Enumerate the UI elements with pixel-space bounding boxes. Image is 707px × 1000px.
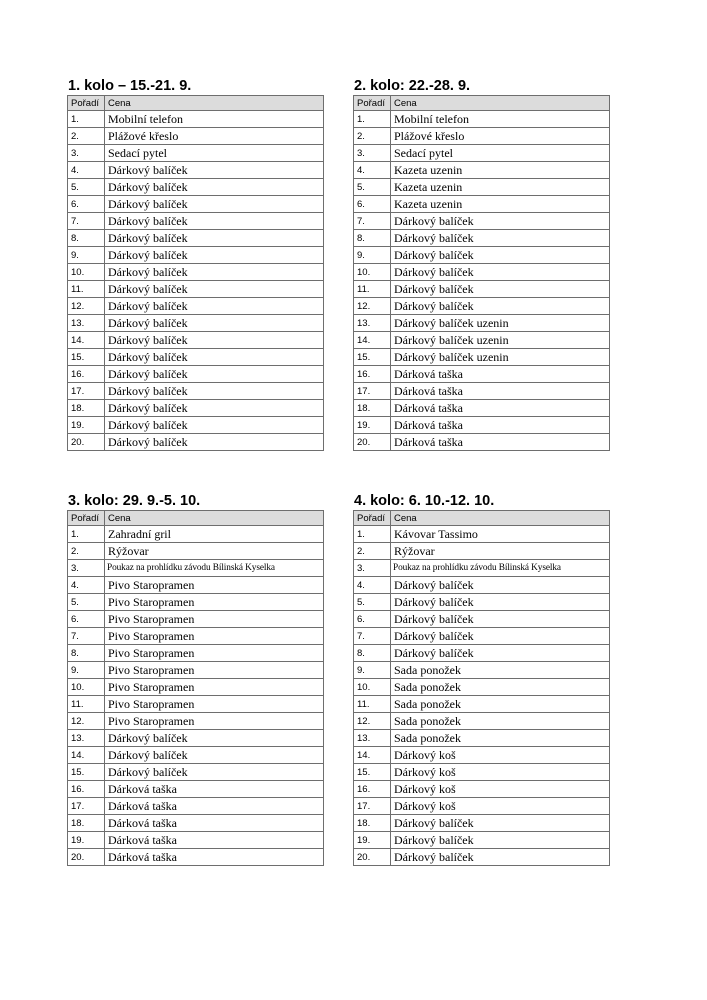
table-row <box>354 747 610 764</box>
prize-cell: Rýžovar <box>391 543 610 560</box>
table-row <box>354 264 610 281</box>
table-row <box>68 128 324 145</box>
prize-cell: Dárkový balíček <box>105 434 324 451</box>
table-row <box>68 679 324 696</box>
prize-cell: Kazeta uzenin <box>391 179 610 196</box>
rank-cell: 6. <box>68 611 105 628</box>
round-2-title: 2. kolo: 22.-28. 9. <box>354 78 471 94</box>
round-3-prize-table <box>67 510 324 866</box>
rank-cell: 1. <box>68 111 105 128</box>
rank-cell: 15. <box>354 349 391 366</box>
table-row <box>68 798 324 815</box>
rank-cell: 11. <box>68 696 105 713</box>
table-row <box>68 400 324 417</box>
round-3-title: 3. kolo: 29. 9.-5. 10. <box>68 493 201 509</box>
prize-cell: Dárkový balíček <box>105 298 324 315</box>
table-row <box>354 594 610 611</box>
prize-cell: Pivo Staropramen <box>105 645 324 662</box>
rank-cell: 3. <box>68 560 105 577</box>
table-row <box>68 298 324 315</box>
rank-cell: 7. <box>354 628 391 645</box>
prize-cell: Poukaz na prohlídku závodu Bílinská Kyselka <box>105 560 324 577</box>
prize-cell: Dárkový balíček <box>391 645 610 662</box>
prize-cell: Dárkový balíček <box>391 815 610 832</box>
table-row <box>68 764 324 781</box>
table-row <box>354 332 610 349</box>
table-row <box>68 543 324 560</box>
prize-cell: Poukaz na prohlídku závodu Bílinská Kyselka <box>391 560 610 577</box>
table-row <box>68 526 324 543</box>
table-row <box>68 332 324 349</box>
rank-cell: 12. <box>68 298 105 315</box>
rank-cell: 3. <box>354 145 391 162</box>
table-row <box>68 145 324 162</box>
rank-cell: 17. <box>68 798 105 815</box>
table-row <box>68 696 324 713</box>
prize-cell: Plážové křeslo <box>391 128 610 145</box>
rank-cell: 18. <box>68 815 105 832</box>
rank-cell: 7. <box>68 628 105 645</box>
rank-cell: 19. <box>354 417 391 434</box>
prize-column-header: Cena <box>391 511 610 526</box>
rank-cell: 17. <box>354 798 391 815</box>
prize-cell: Dárkový balíček <box>105 162 324 179</box>
table-row <box>354 315 610 332</box>
rank-cell: 4. <box>354 577 391 594</box>
table-row <box>354 196 610 213</box>
prize-cell: Dárkový balíček <box>391 594 610 611</box>
table-row <box>68 315 324 332</box>
round-1-prize-table <box>67 95 324 451</box>
table-row <box>354 781 610 798</box>
table-row <box>354 645 610 662</box>
rank-cell: 2. <box>68 543 105 560</box>
prize-cell: Dárková taška <box>105 781 324 798</box>
table-row <box>354 730 610 747</box>
prize-cell: Dárkový koš <box>391 798 610 815</box>
prize-column-header: Cena <box>391 96 610 111</box>
rank-cell: 14. <box>68 747 105 764</box>
table-header-row <box>354 511 610 526</box>
rank-cell: 9. <box>354 662 391 679</box>
prize-cell: Dárkový balíček <box>105 247 324 264</box>
table-row <box>68 349 324 366</box>
prize-cell: Dárkový balíček <box>391 281 610 298</box>
prize-cell: Dárkový balíček <box>105 315 324 332</box>
round-3-block <box>67 493 323 866</box>
rank-cell: 2. <box>354 543 391 560</box>
table-row <box>354 849 610 866</box>
prize-cell: Dárkový balíček <box>391 611 610 628</box>
rank-cell: 20. <box>68 434 105 451</box>
rank-cell: 5. <box>354 594 391 611</box>
prize-cell: Dárkový balíček <box>105 747 324 764</box>
prize-cell: Dárková taška <box>105 849 324 866</box>
prize-cell: Dárkový balíček <box>391 577 610 594</box>
prize-column-header: Cena <box>105 96 324 111</box>
prize-cell: Dárkový balíček <box>105 179 324 196</box>
prize-cell: Dárkový koš <box>391 781 610 798</box>
table-row <box>68 383 324 400</box>
prize-cell: Dárkový balíček <box>391 628 610 645</box>
prize-cell: Dárkový balíček <box>391 298 610 315</box>
rank-cell: 9. <box>68 247 105 264</box>
prize-cell: Dárková taška <box>105 832 324 849</box>
round-1-block <box>67 78 323 451</box>
table-row <box>68 594 324 611</box>
rank-cell: 18. <box>354 815 391 832</box>
table-row <box>68 196 324 213</box>
rank-cell: 14. <box>68 332 105 349</box>
table-row <box>354 815 610 832</box>
prize-cell: Dárkový balíček uzenin <box>391 315 610 332</box>
rank-column-header: Pořadí <box>354 511 391 526</box>
prize-cell: Sada ponožek <box>391 713 610 730</box>
prize-cell: Kazeta uzenin <box>391 162 610 179</box>
table-row <box>354 383 610 400</box>
rank-cell: 15. <box>68 764 105 781</box>
prize-cell: Sedací pytel <box>105 145 324 162</box>
rank-cell: 4. <box>68 577 105 594</box>
rank-cell: 13. <box>68 315 105 332</box>
rank-cell: 16. <box>68 781 105 798</box>
rank-cell: 15. <box>354 764 391 781</box>
table-row <box>68 628 324 645</box>
table-row <box>354 281 610 298</box>
table-row <box>354 145 610 162</box>
table-row <box>354 128 610 145</box>
prize-cell: Sedací pytel <box>391 145 610 162</box>
rank-column-header: Pořadí <box>354 96 391 111</box>
prize-cell: Dárkový balíček <box>105 730 324 747</box>
prize-cell: Dárkový balíček <box>105 349 324 366</box>
prize-cell: Dárkový balíček uzenin <box>391 332 610 349</box>
rank-cell: 1. <box>354 111 391 128</box>
rank-cell: 5. <box>354 179 391 196</box>
rank-cell: 12. <box>354 713 391 730</box>
rank-cell: 18. <box>354 400 391 417</box>
rank-cell: 10. <box>354 264 391 281</box>
prize-cell: Dárkový balíček <box>105 332 324 349</box>
rank-cell: 8. <box>68 230 105 247</box>
table-row <box>354 526 610 543</box>
rank-cell: 3. <box>68 145 105 162</box>
prize-cell: Pivo Staropramen <box>105 696 324 713</box>
table-row <box>68 434 324 451</box>
rank-cell: 13. <box>68 730 105 747</box>
rank-cell: 4. <box>354 162 391 179</box>
table-row <box>354 713 610 730</box>
table-row <box>68 417 324 434</box>
rank-cell: 10. <box>354 679 391 696</box>
prize-cell: Dárkový balíček <box>391 230 610 247</box>
prize-column-header: Cena <box>105 511 324 526</box>
table-row <box>68 832 324 849</box>
prize-cell: Dárkový balíček <box>105 196 324 213</box>
prize-cell: Mobilní telefon <box>105 111 324 128</box>
table-row <box>68 662 324 679</box>
rank-cell: 15. <box>68 349 105 366</box>
prize-cell: Dárkový koš <box>391 764 610 781</box>
table-row <box>68 230 324 247</box>
table-row <box>354 798 610 815</box>
table-row <box>354 543 610 560</box>
prize-cell: Pivo Staropramen <box>105 628 324 645</box>
round-2-prize-table <box>353 95 610 451</box>
rank-cell: 1. <box>68 526 105 543</box>
rank-cell: 8. <box>354 645 391 662</box>
table-row <box>68 781 324 798</box>
table-row <box>354 560 610 577</box>
table-row <box>354 764 610 781</box>
prize-cell: Pivo Staropramen <box>105 577 324 594</box>
rank-cell: 11. <box>354 696 391 713</box>
table-row <box>68 281 324 298</box>
prize-cell: Dárkový balíček <box>105 383 324 400</box>
table-row <box>354 434 610 451</box>
table-row <box>354 213 610 230</box>
table-row <box>68 747 324 764</box>
rank-cell: 10. <box>68 679 105 696</box>
table-row <box>68 730 324 747</box>
rank-cell: 16. <box>68 366 105 383</box>
rank-cell: 10. <box>68 264 105 281</box>
table-row <box>68 645 324 662</box>
table-row <box>354 179 610 196</box>
table-header-row <box>68 96 324 111</box>
rank-cell: 9. <box>68 662 105 679</box>
prize-cell: Dárková taška <box>391 383 610 400</box>
rank-cell: 14. <box>354 332 391 349</box>
prize-cell: Sada ponožek <box>391 696 610 713</box>
prize-cell: Dárkový balíček <box>391 247 610 264</box>
rank-cell: 7. <box>68 213 105 230</box>
table-row <box>354 611 610 628</box>
prize-cell: Sada ponožek <box>391 679 610 696</box>
table-row <box>354 366 610 383</box>
rank-cell: 13. <box>354 730 391 747</box>
rank-cell: 2. <box>354 128 391 145</box>
prize-cell: Sada ponožek <box>391 730 610 747</box>
round-2-block <box>353 78 609 451</box>
prize-cell: Dárková taška <box>391 400 610 417</box>
prize-cell: Dárkový balíček <box>105 230 324 247</box>
rank-cell: 5. <box>68 594 105 611</box>
rank-cell: 19. <box>68 832 105 849</box>
table-row <box>68 247 324 264</box>
rank-cell: 16. <box>354 781 391 798</box>
prize-cell: Plážové křeslo <box>105 128 324 145</box>
table-row <box>354 349 610 366</box>
table-row <box>68 849 324 866</box>
prize-cell: Kazeta uzenin <box>391 196 610 213</box>
prize-cell: Zahradní gril <box>105 526 324 543</box>
table-row <box>354 400 610 417</box>
prize-cell: Dárkový balíček uzenin <box>391 349 610 366</box>
table-row <box>68 264 324 281</box>
rank-cell: 19. <box>68 417 105 434</box>
prize-cell: Dárková taška <box>105 798 324 815</box>
table-row <box>68 815 324 832</box>
table-row <box>354 162 610 179</box>
prize-cell: Pivo Staropramen <box>105 662 324 679</box>
prize-cell: Dárkový balíček <box>391 832 610 849</box>
prize-cell: Dárkový balíček <box>105 764 324 781</box>
table-row <box>354 628 610 645</box>
prize-cell: Dárková taška <box>391 366 610 383</box>
rank-cell: 12. <box>354 298 391 315</box>
rank-cell: 18. <box>68 400 105 417</box>
table-row <box>68 713 324 730</box>
table-row <box>354 662 610 679</box>
rank-cell: 5. <box>68 179 105 196</box>
prize-cell: Pivo Staropramen <box>105 713 324 730</box>
table-row <box>354 696 610 713</box>
table-row <box>68 179 324 196</box>
prize-cell: Dárkový balíček <box>105 417 324 434</box>
rank-cell: 13. <box>354 315 391 332</box>
rank-column-header: Pořadí <box>68 511 105 526</box>
table-row <box>354 417 610 434</box>
table-row <box>68 162 324 179</box>
rank-cell: 19. <box>354 832 391 849</box>
prize-cell: Dárkový balíček <box>105 400 324 417</box>
prize-cell: Dárkový balíček <box>105 264 324 281</box>
rank-cell: 16. <box>354 366 391 383</box>
table-header-row <box>68 511 324 526</box>
prize-cell: Rýžovar <box>105 543 324 560</box>
rank-cell: 17. <box>354 383 391 400</box>
table-row <box>354 832 610 849</box>
rank-cell: 11. <box>354 281 391 298</box>
rank-cell: 20. <box>354 434 391 451</box>
prize-cell: Pivo Staropramen <box>105 611 324 628</box>
rank-column-header: Pořadí <box>68 96 105 111</box>
round-4-block <box>353 493 609 866</box>
table-row <box>354 247 610 264</box>
table-row <box>68 213 324 230</box>
table-row <box>68 611 324 628</box>
prize-cell: Dárkový balíček <box>391 213 610 230</box>
table-row <box>354 230 610 247</box>
table-row <box>354 577 610 594</box>
table-row <box>68 366 324 383</box>
rank-cell: 14. <box>354 747 391 764</box>
rank-cell: 1. <box>354 526 391 543</box>
round-1-title: 1. kolo – 15.-21. 9. <box>68 78 192 94</box>
table-row <box>354 679 610 696</box>
prize-cell: Dárková taška <box>391 434 610 451</box>
rank-cell: 20. <box>354 849 391 866</box>
prize-cell: Kávovar Tassimo <box>391 526 610 543</box>
rank-cell: 11. <box>68 281 105 298</box>
prize-cell: Dárková taška <box>105 815 324 832</box>
rank-cell: 8. <box>68 645 105 662</box>
rank-cell: 9. <box>354 247 391 264</box>
table-header-row <box>354 96 610 111</box>
rank-cell: 20. <box>68 849 105 866</box>
rank-cell: 8. <box>354 230 391 247</box>
rank-cell: 3. <box>354 560 391 577</box>
prize-cell: Mobilní telefon <box>391 111 610 128</box>
rank-cell: 2. <box>68 128 105 145</box>
table-row <box>68 560 324 577</box>
rank-cell: 6. <box>354 196 391 213</box>
table-row <box>68 111 324 128</box>
round-4-title: 4. kolo: 6. 10.-12. 10. <box>354 493 495 509</box>
table-row <box>68 577 324 594</box>
rank-cell: 12. <box>68 713 105 730</box>
prize-cell: Pivo Staropramen <box>105 679 324 696</box>
prize-cell: Dárkový balíček <box>105 281 324 298</box>
prize-cell: Dárková taška <box>391 417 610 434</box>
prize-cell: Sada ponožek <box>391 662 610 679</box>
rank-cell: 17. <box>68 383 105 400</box>
prize-cell: Pivo Staropramen <box>105 594 324 611</box>
prize-cell: Dárkový balíček <box>105 366 324 383</box>
table-row <box>354 298 610 315</box>
table-row <box>354 111 610 128</box>
rank-cell: 6. <box>68 196 105 213</box>
prize-cell: Dárkový balíček <box>105 213 324 230</box>
round-4-prize-table <box>353 510 610 866</box>
prize-cell: Dárkový balíček <box>391 849 610 866</box>
prize-cell: Dárkový balíček <box>391 264 610 281</box>
prize-cell: Dárkový koš <box>391 747 610 764</box>
rank-cell: 7. <box>354 213 391 230</box>
rank-cell: 4. <box>68 162 105 179</box>
rank-cell: 6. <box>354 611 391 628</box>
